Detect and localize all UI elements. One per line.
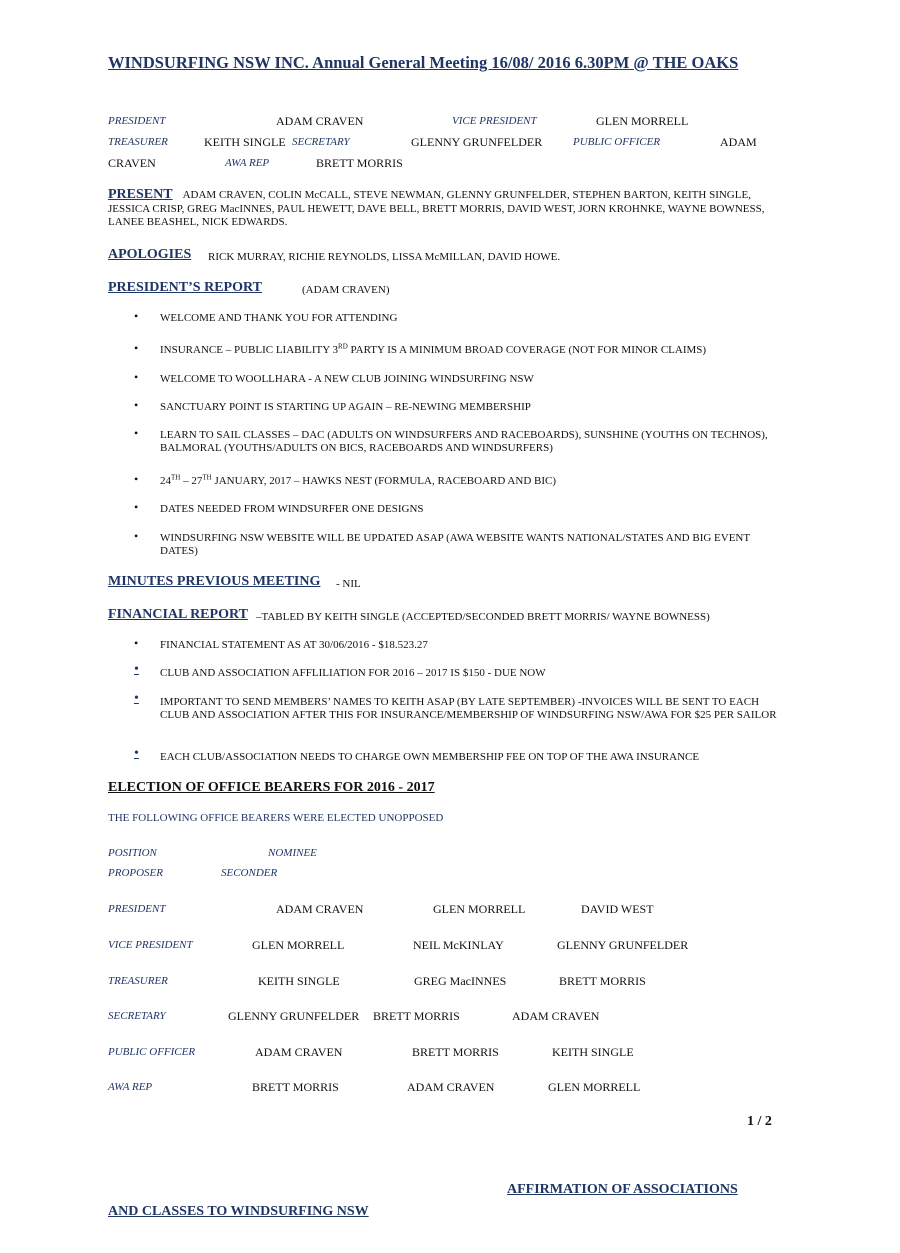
report-item-text: 24TH – 27TH JANUARY, 2017 – HAWKS NEST (FORMULA, RACEBOARD AND BIC) — [160, 473, 557, 487]
row-proposer: GREG MacINNES — [414, 974, 507, 988]
affirmation-heading-line1: AFFIRMATION OF ASSOCIATIONS — [507, 1182, 738, 1197]
report-item-text: WELCOME TO WOOLLHARA - A NEW CLUB JOINING WINDSURFING NSW — [160, 373, 534, 385]
president-label: PRESIDENT — [108, 115, 166, 127]
row-position: SECRETARY — [108, 1010, 166, 1022]
row-seconder: BRETT MORRIS — [559, 974, 646, 988]
treasurer-label: TREASURER — [108, 136, 168, 148]
presidents-report-heading: PRESIDENT’S REPORT — [108, 280, 262, 295]
row-nominee: KEITH SINGLE — [258, 974, 340, 988]
col-seconder-label: SECONDER — [221, 867, 278, 879]
awa-rep-label: AWA REP — [225, 157, 270, 169]
election-heading: ELECTION OF OFFICE BEARERS FOR 2016 - 2017 — [108, 780, 435, 795]
row-position: PRESIDENT — [108, 903, 166, 915]
present-heading: PRESENT — [108, 187, 173, 202]
present-section — [108, 188, 788, 230]
row-proposer: BRETT MORRIS — [412, 1045, 499, 1059]
president-name: ADAM CRAVEN — [276, 114, 364, 128]
minutes-text: - NIL — [336, 578, 361, 590]
row-proposer: GLEN MORRELL — [433, 902, 526, 916]
vice-president-label: VICE PRESIDENT — [452, 115, 537, 127]
row-position: AWA REP — [108, 1081, 153, 1093]
bullet-icon: • — [134, 662, 139, 677]
public-officer-name-part2: CRAVEN — [108, 156, 156, 170]
row-seconder: GLEN MORRELL — [548, 1080, 641, 1094]
row-proposer: ADAM CRAVEN — [407, 1080, 495, 1094]
col-proposer-label: PROPOSER — [108, 867, 163, 879]
bullet-icon: • — [134, 341, 139, 355]
row-seconder: KEITH SINGLE — [552, 1045, 634, 1059]
row-position: TREASURER — [108, 975, 168, 987]
col-position-label: POSITION — [108, 847, 157, 859]
report-item-text: SANCTUARY POINT IS STARTING UP AGAIN – RE-NEWING MEMBERSHIP — [160, 401, 531, 413]
secretary-label: SECRETARY — [292, 136, 350, 148]
report-item-text: DATES NEEDED FROM WINDSURFER ONE DESIGNS — [160, 503, 424, 515]
bullet-icon: • — [134, 529, 139, 543]
bullet-icon: • — [134, 370, 139, 384]
row-seconder: DAVID WEST — [581, 902, 654, 916]
report-item-text: INSURANCE – PUBLIC LIABILITY 3RD PARTY IS A MINIMUM BROAD COVERAGE (NOT FOR MINOR CLAIMS) — [160, 342, 707, 356]
row-seconder: GLENNY GRUNFELDER — [557, 938, 689, 952]
bullet-icon: • — [134, 398, 139, 412]
row-seconder: ADAM CRAVEN — [512, 1009, 600, 1023]
apologies-names: RICK MURRAY, RICHIE REYNOLDS, LISSA McMILLAN, DAVID HOWE. — [208, 251, 561, 263]
bullet-icon: • — [134, 426, 139, 440]
public-officer-label: PUBLIC OFFICER — [573, 136, 661, 148]
row-nominee: ADAM CRAVEN — [255, 1045, 343, 1059]
bullet-icon: • — [134, 472, 139, 486]
page-number: 1 / 2 — [747, 1114, 772, 1129]
report-item-text: LEARN TO SAIL CLASSES – DAC (ADULTS ON WINDSURFERS AND RACEBOARDS), SUNSHINE (YOUTHS ON TECHNOS), BALMORAL (YOUTHS/ADULTS ON BICS, RACEBOARDS AND WINDSURFERS) — [160, 429, 768, 454]
financial-item-text: CLUB AND ASSOCIATION AFFLILIATION FOR 2016 – 2017 IS $150 - DUE NOW — [160, 667, 546, 679]
financial-item-text: IMPORTANT TO SEND MEMBERS’ NAMES TO KEITH ASAP (BY LATE SEPTEMBER) -INVOICES WILL BE SENT TO EACH CLUB AND ASSOCIATION AFTER THIS FOR INSURANCE/MEMBERSHIP OF WINDSURFING NSW/AWA FOR $25 PER SAILOR — [160, 696, 777, 721]
row-nominee: GLEN MORRELL — [252, 938, 345, 952]
election-subtext: THE FOLLOWING OFFICE BEARERS WERE ELECTED UNOPPOSED — [108, 812, 444, 824]
bullet-icon: • — [134, 636, 139, 650]
row-nominee: BRETT MORRIS — [252, 1080, 339, 1094]
row-proposer: NEIL McKINLAY — [413, 938, 504, 952]
vice-president-name: GLEN MORRELL — [596, 114, 689, 128]
report-item-text: WINDSURFING NSW WEBSITE WILL BE UPDATED ASAP (AWA WEBSITE WANTS NATIONAL/STATES AND BIG EVENT DATES) — [160, 532, 750, 557]
row-nominee: ADAM CRAVEN — [276, 902, 364, 916]
secretary-name: GLENNY GRUNFELDER — [411, 135, 543, 149]
bullet-icon: • — [134, 691, 139, 706]
row-nominee: GLENNY GRUNFELDER — [228, 1009, 360, 1023]
financial-heading: FINANCIAL REPORT — [108, 607, 248, 622]
bullet-icon: • — [134, 309, 139, 323]
row-position: VICE PRESIDENT — [108, 939, 193, 951]
apologies-heading: APOLOGIES — [108, 247, 192, 262]
row-position: PUBLIC OFFICER — [108, 1046, 196, 1058]
col-nominee-label: NOMINEE — [268, 847, 317, 859]
affirmation-heading-line2: AND CLASSES TO WINDSURFING NSW — [108, 1204, 369, 1219]
financial-item-text: EACH CLUB/ASSOCIATION NEEDS TO CHARGE OWN MEMBERSHIP FEE ON TOP OF THE AWA INSURANCE — [160, 751, 700, 763]
present-names: ADAM CRAVEN, COLIN McCALL, STEVE NEWMAN, GLENNY GRUNFELDER, STEPHEN BARTON, KEITH SINGLE, JESSICA CRISP, GREG MacINNES, PAUL HEWETT, DAVE BELL, BRETT MORRIS, DAVID WEST, JORN KROHNKE, WAYNE BOWNESS, LANEE BEASHEL, NICK EDWARDS. — [108, 189, 765, 228]
presidents-report-by: (ADAM CRAVEN) — [302, 284, 390, 296]
minutes-heading: MINUTES PREVIOUS MEETING — [108, 574, 321, 589]
report-item-text: WELCOME AND THANK YOU FOR ATTENDING — [160, 312, 398, 324]
bullet-icon: • — [134, 746, 139, 761]
treasurer-name: KEITH SINGLE — [204, 135, 286, 149]
awa-rep-name: BRETT MORRIS — [316, 156, 403, 170]
page-title: WINDSURFING NSW INC. Annual General Meeting 16/08/ 2016 6.30PM @ THE OAKS — [108, 53, 739, 72]
financial-text: –TABLED BY KEITH SINGLE (ACCEPTED/SECONDED BRETT MORRIS/ WAYNE BOWNESS) — [256, 611, 710, 623]
public-officer-name-part1: ADAM — [720, 135, 757, 149]
financial-item-text: FINANCIAL STATEMENT AS AT 30/06/2016 - $18.523.27 — [160, 639, 428, 651]
row-proposer: BRETT MORRIS — [373, 1009, 460, 1023]
bullet-icon: • — [134, 500, 139, 514]
